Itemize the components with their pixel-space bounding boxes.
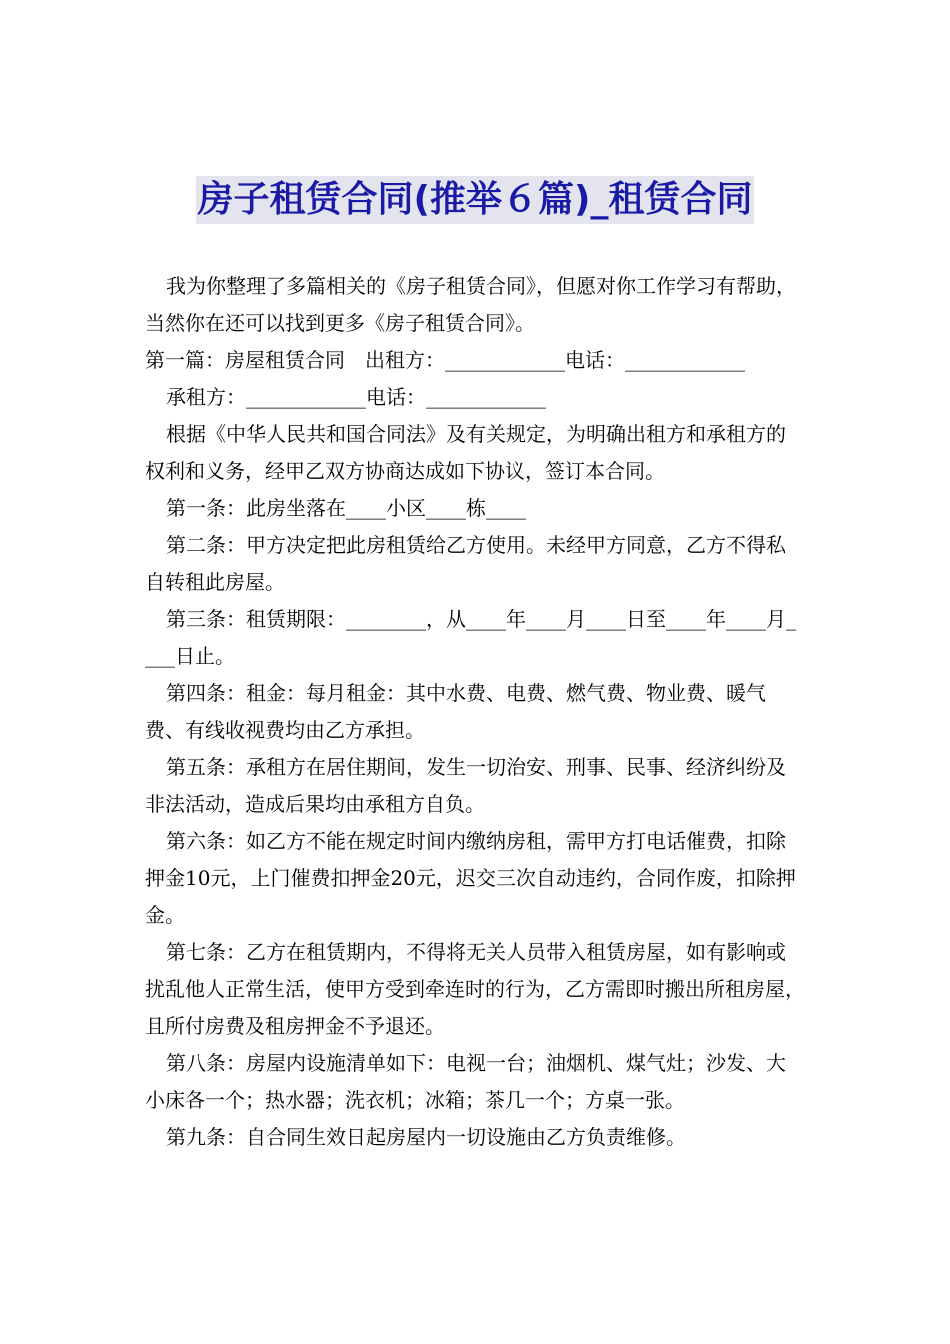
paragraph-article-6: 第六条：如乙方不能在规定时间内缴纳房租，需甲方打电话催费，扣除押金10元，上门催费扣押金20元，迟交三次自动违约，合同作废，扣除押金。 — [145, 829, 796, 927]
paragraph-article-4: 第四条：租金：每月租金：其中水费、电费、燃气费、物业费、暖气费、有线收视费均由乙方承担。 — [145, 681, 766, 742]
document-body — [145, 268, 805, 1156]
paragraph-basis: 根据《中华人民共和国合同法》及有关规定，为明确出租方和承租方的权利和义务，经甲乙双方协商达成如下协议，签订本合同。 — [145, 422, 786, 483]
document-title: 房子租赁合同(推举６篇)_租赁合同 — [196, 176, 755, 224]
paragraph-article-1: 第一条：此房坐落在____小区____栋____ — [166, 496, 526, 520]
paragraph-article-8: 第八条：房屋内设施清单如下：电视一台；油烟机、煤气灶；沙发、大小床各一个；热水器；洗衣机；冰箱；茶几一个；方桌一张。 — [145, 1051, 786, 1112]
paragraph-tenant: 承租方：____________电话：____________ — [166, 385, 546, 409]
paragraph-article-7: 第七条：乙方在租赁期内，不得将无关人员带入租赁房屋，如有影响或扰乱他人正常生活，使甲方受到牵连时的行为，乙方需即时搬出所租房屋，且所付房费及租房押金不予退还。 — [145, 940, 805, 1038]
title-container — [0, 176, 950, 224]
paragraph-article-3: 第三条：租赁期限：________，从____年____月____日至____年____月____日止。 — [145, 607, 796, 668]
paragraph-article-5: 第五条：承租方在居住期间，发生一切治安、刑事、民事、经济纠纷及非法活动，造成后果均由承租方自负。 — [145, 755, 786, 816]
paragraph-part-one: 第一篇：房屋租赁合同 出租方：____________电话：____________ — [145, 348, 745, 372]
paragraph-article-2: 第二条：甲方决定把此房租赁给乙方使用。未经甲方同意，乙方不得私自转租此房屋。 — [145, 533, 786, 594]
paragraph-article-9: 第九条：自合同生效日起房屋内一切设施由乙方负责维修。 — [166, 1125, 686, 1149]
paragraph-intro: 我为你整理了多篇相关的《房子租赁合同》，但愿对你工作学习有帮助，当然你在还可以找到更多《房子租赁合同》。 — [145, 274, 796, 335]
